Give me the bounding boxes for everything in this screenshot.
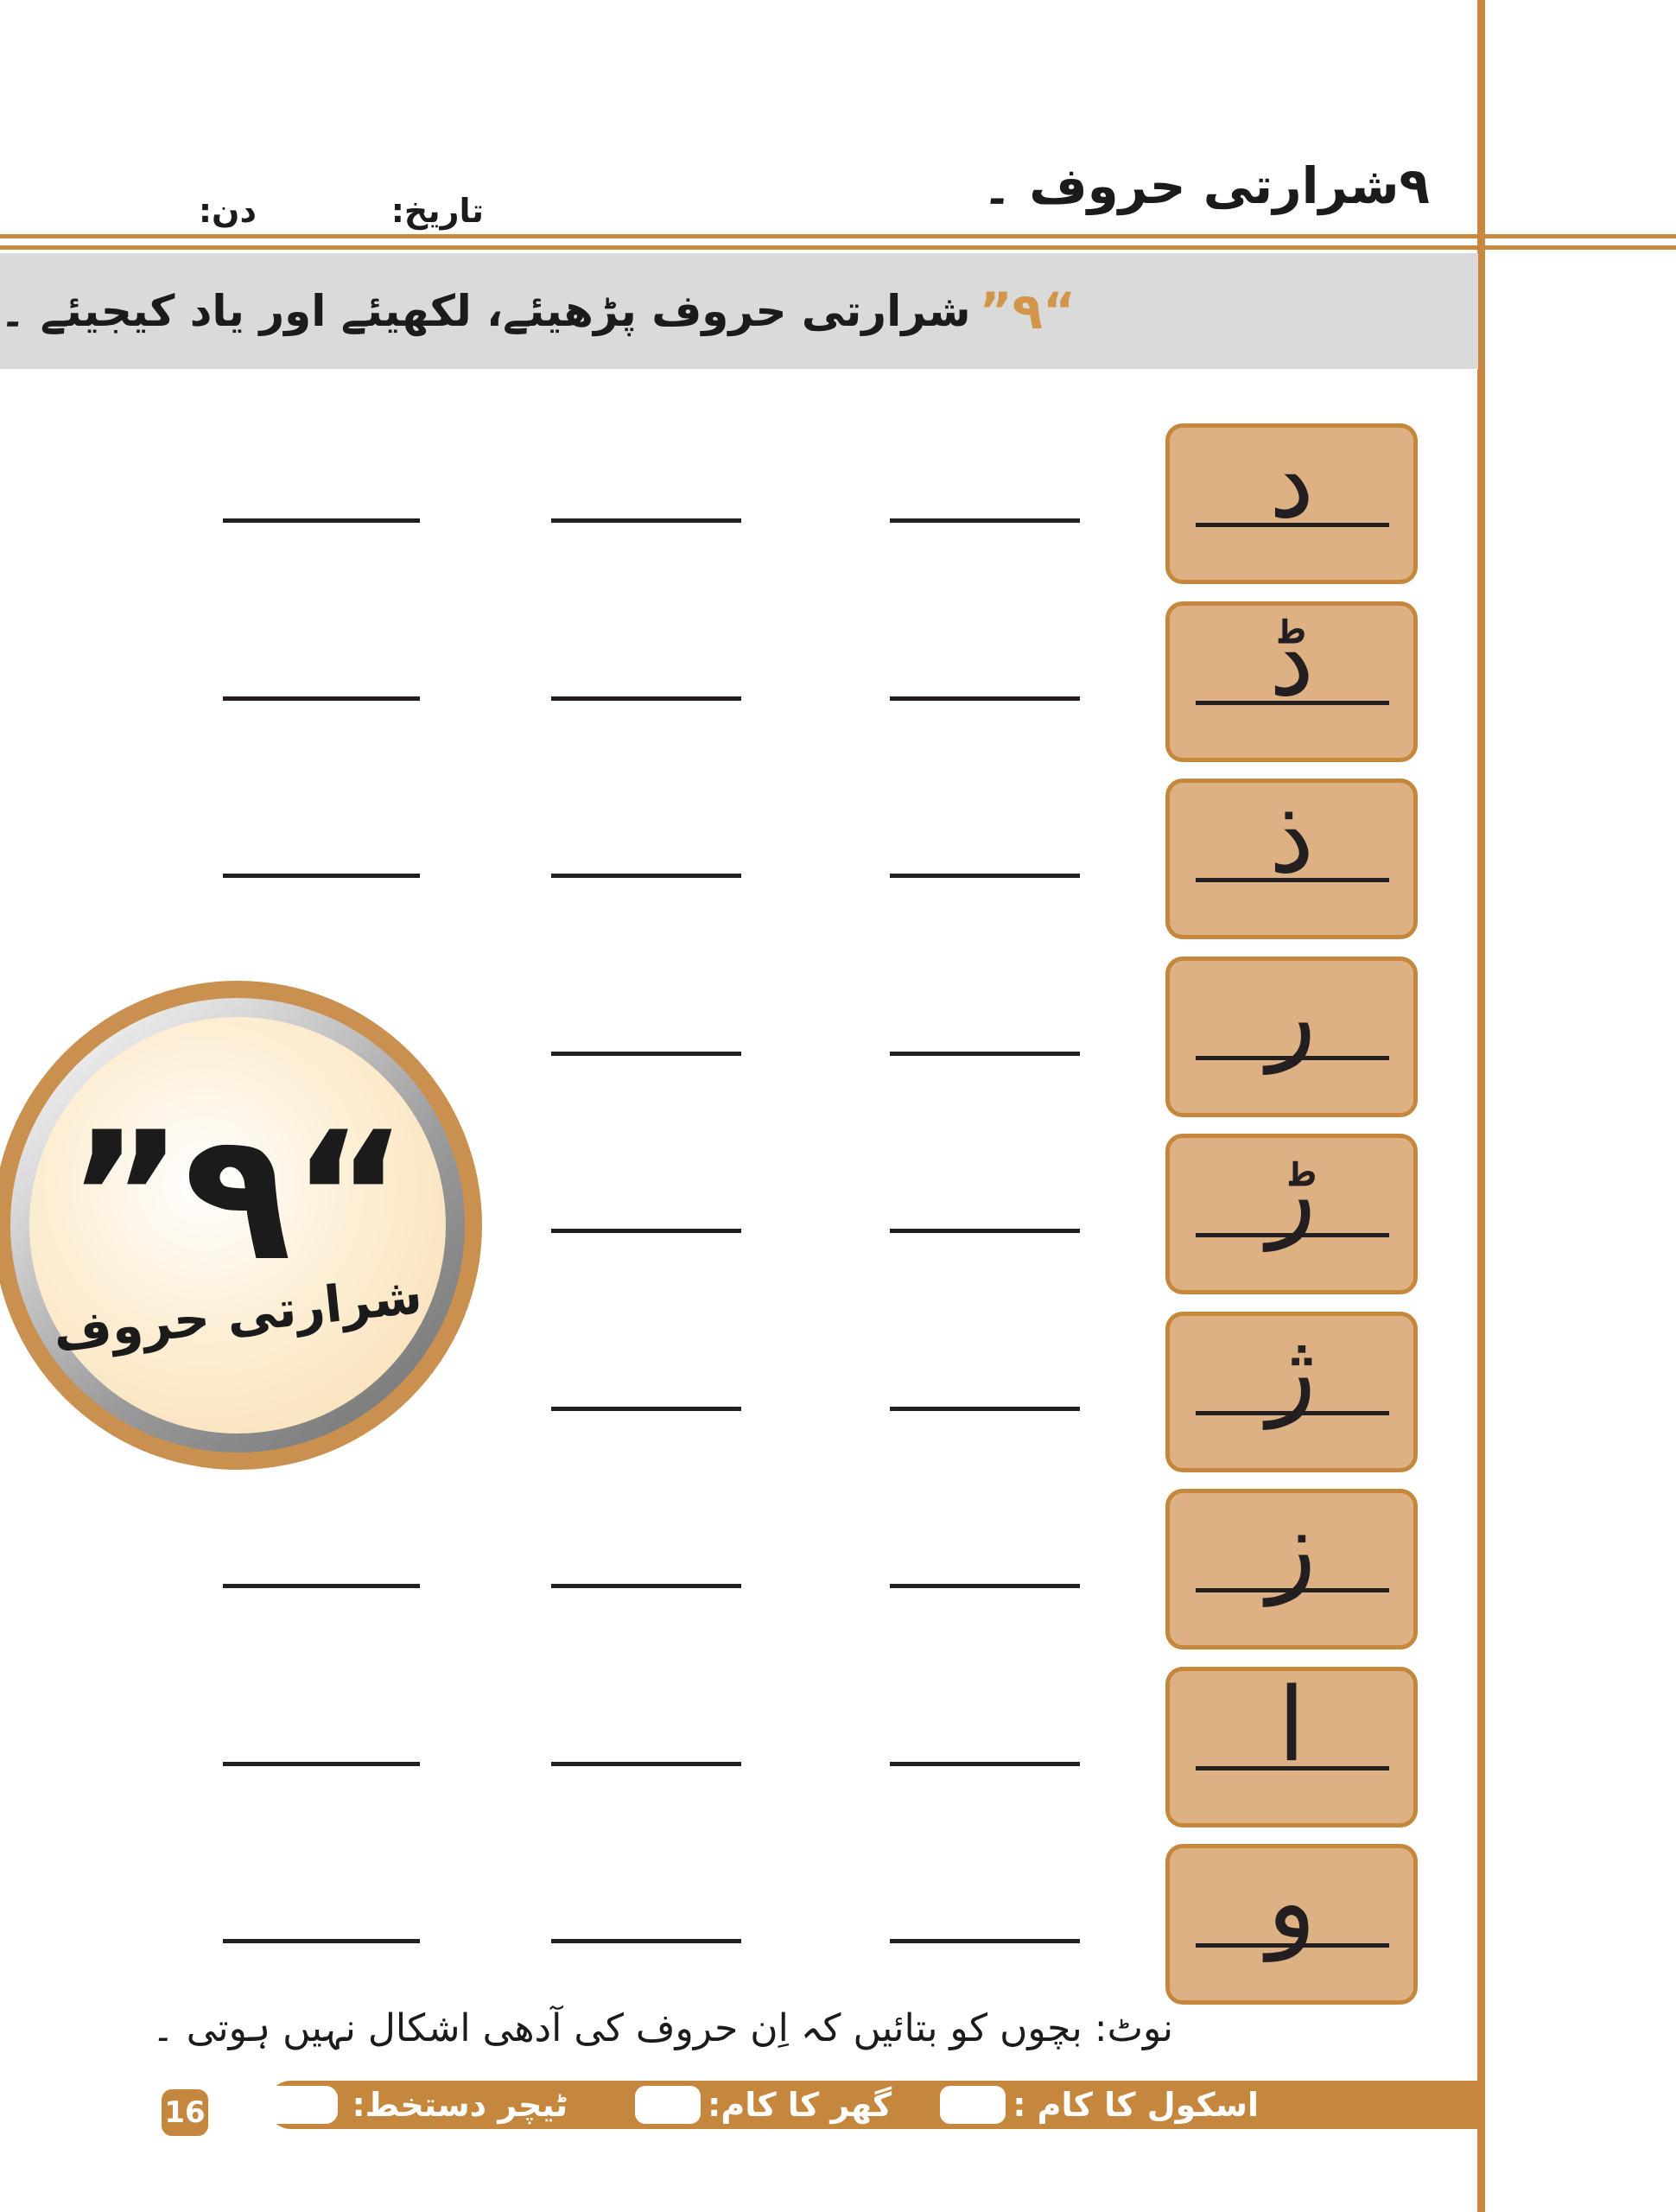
- letter-glyph-zhe: ژ: [1267, 1310, 1317, 1429]
- schoolwork-label: اسکول کا کام :: [1013, 2086, 1259, 2124]
- letter-box-ze: [1165, 1489, 1418, 1649]
- practice-line-zal-col3: [890, 874, 1080, 878]
- letter-box-zal: [1165, 779, 1418, 939]
- letter-glyph-re: ر: [1267, 955, 1317, 1074]
- letter-glyph-alif: ا: [1277, 1665, 1306, 1784]
- footer-bar: [267, 2081, 1480, 2129]
- practice-line-wao-col1: [223, 1939, 420, 1943]
- badge-label: شرارتی حروف: [50, 1265, 425, 1363]
- letter-box-ddal: [1165, 601, 1418, 762]
- letter-box-wao: [1165, 1844, 1418, 2005]
- practice-line-wao-col2: [551, 1939, 741, 1943]
- letter-glyph-ddal: ڈ: [1268, 600, 1315, 719]
- letter-glyph-dal: د: [1268, 422, 1315, 541]
- practice-line-ddal-col2: [551, 696, 741, 701]
- practice-line-dal-col2: [551, 518, 741, 523]
- badge-face: [29, 1017, 446, 1433]
- schoolwork-checkbox[interactable]: [940, 2086, 1006, 2124]
- practice-line-re-col2: [551, 1052, 741, 1056]
- page-title: ۹شرارتی حروف ۔: [982, 156, 1430, 215]
- practice-line-alif-col2: [551, 1762, 741, 1766]
- practice-line-ddal-col1: [223, 696, 420, 701]
- banner-instruction-text: شرارتی حروف پڑھیئے، لکھیئے اور یاد کیجیئے ۔: [0, 286, 971, 336]
- practice-line-zhe-col3: [890, 1407, 1080, 1411]
- practice-line-dal-col3: [890, 518, 1080, 523]
- top-rule-lower: [0, 245, 1676, 250]
- right-vertical-rule: [1477, 0, 1485, 2212]
- practice-line-ze-col2: [551, 1584, 741, 1588]
- letter-glyph-zal: ذ: [1268, 777, 1315, 896]
- practice-line-alif-col1: [223, 1762, 420, 1766]
- practice-line-ddal-col3: [890, 696, 1080, 701]
- practice-line-wao-col3: [890, 1939, 1080, 1943]
- practice-line-rre-col3: [890, 1229, 1080, 1233]
- letter-box-re: [1165, 957, 1418, 1117]
- banner-lesson-number: “۹”: [979, 282, 1076, 340]
- top-rule-upper: [0, 234, 1676, 238]
- practice-line-dal-col1: [223, 518, 420, 523]
- teacher-note: نوٹ: بچوں کو بتائیں کہ اِن حروف کی آدھی اشکال نہیں ہوتی ۔: [151, 2006, 1173, 2050]
- practice-line-ze-col3: [890, 1584, 1080, 1588]
- day-label: دن:: [198, 192, 257, 230]
- lesson-badge: [0, 981, 482, 1470]
- badge-lesson-number: “۹”: [67, 1094, 409, 1300]
- letter-box-zhe: [1165, 1312, 1418, 1472]
- practice-line-rre-col2: [551, 1229, 741, 1233]
- instruction-banner: [0, 253, 1478, 369]
- page-number-badge: 16: [162, 2089, 208, 2136]
- practice-line-zhe-col2: [551, 1407, 741, 1411]
- letter-box-alif: [1165, 1667, 1418, 1827]
- letter-glyph-wao: و: [1267, 1842, 1317, 1961]
- teacher-signature-label: ٹیچر دستخط:: [352, 2086, 568, 2124]
- practice-line-alif-col3: [890, 1762, 1080, 1766]
- homework-label: گھر کا کام:: [708, 2086, 892, 2124]
- practice-line-re-col3: [890, 1052, 1080, 1056]
- letter-box-rre: [1165, 1134, 1418, 1294]
- practice-line-zal-col2: [551, 874, 741, 878]
- letter-box-dal: [1165, 423, 1418, 584]
- homework-checkbox[interactable]: [635, 2086, 701, 2124]
- letter-glyph-ze: ز: [1267, 1487, 1317, 1606]
- date-label: تاریخ:: [390, 192, 484, 230]
- letter-glyph-rre: ڑ: [1267, 1132, 1317, 1251]
- practice-line-ze-col1: [223, 1584, 420, 1588]
- practice-line-zal-col1: [223, 874, 420, 878]
